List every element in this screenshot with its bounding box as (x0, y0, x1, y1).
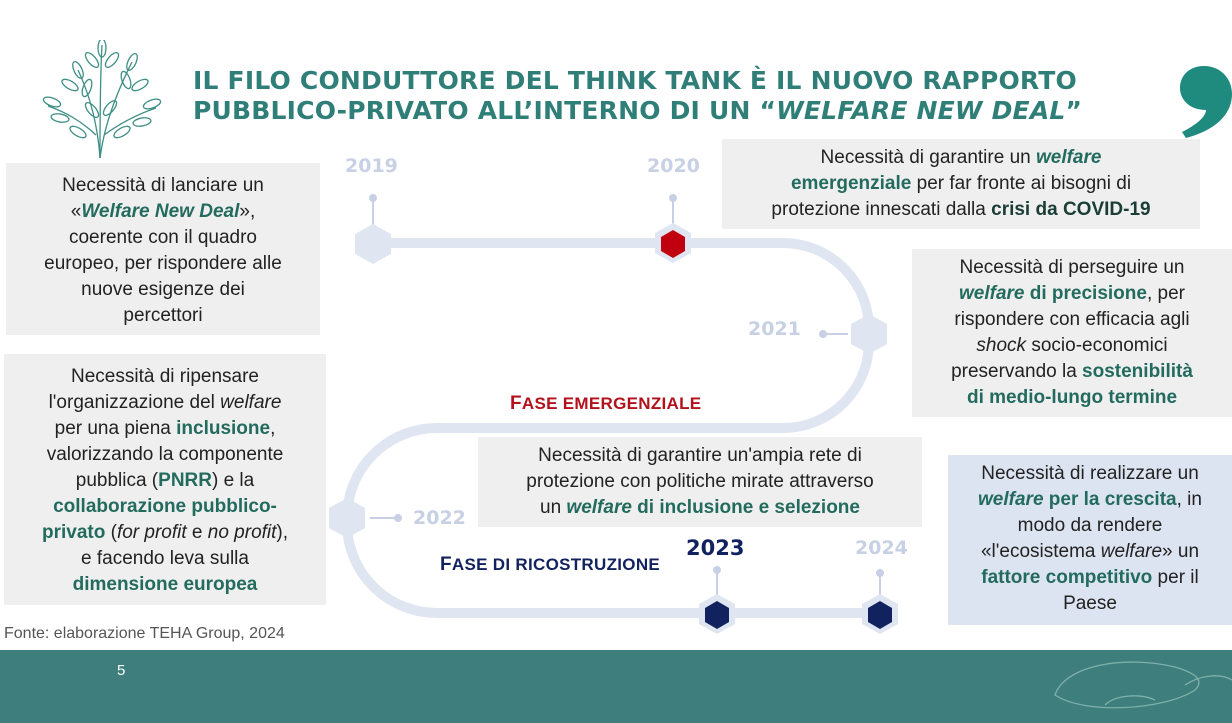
text-span: sostenibilità (1082, 361, 1193, 382)
year-2024: 2024 (855, 537, 908, 559)
text-span: di inclusione e selezione (631, 497, 860, 518)
text-span: « (70, 201, 82, 222)
box-2022-line (4, 390, 326, 416)
box-2022-line (4, 520, 326, 546)
text-span: socio-economici (1026, 335, 1168, 356)
box-2024-line (948, 565, 1232, 591)
box-2023 (478, 437, 922, 527)
box-2021-line (912, 359, 1232, 385)
year-2019: 2019 (345, 155, 398, 177)
box-2020-line (722, 171, 1200, 197)
text-span: welfare (220, 392, 282, 413)
box-2024-line (948, 487, 1232, 513)
box-2019-line: coerente con il quadro (68, 227, 257, 248)
page-number: 5 (117, 662, 126, 679)
phase-ricostruzione (440, 554, 660, 576)
text-span: shock (976, 335, 1027, 356)
text-span: privato (41, 522, 106, 543)
box-2023-line: Necessità di garantire un'ampia rete di (538, 445, 862, 466)
title-line-1: IL FILO CONDUTTORE DEL THINK TANK È IL NUOVO RAPPORTO (193, 66, 1077, 95)
box-2019-line: Necessità di lanciare un (62, 175, 264, 196)
text-span: e (186, 522, 208, 543)
box-2020-line (722, 145, 1200, 171)
phase-emergenziale-initial: F (510, 393, 522, 414)
year-2023: 2023 (686, 536, 745, 560)
text-span: emergenziale (790, 173, 912, 194)
phase-emergenziale-rest: ASE EMERGENZIALE (521, 394, 702, 413)
box-2021-line (912, 333, 1232, 359)
box-2019-line: europeo, per rispondere alle (44, 253, 282, 274)
text-span: ), (276, 522, 289, 543)
text-span: welfare (959, 283, 1025, 304)
box-2022 (4, 354, 326, 605)
node-2023 (697, 593, 737, 635)
text-span: pubblica ( (75, 470, 159, 491)
year-2020: 2020 (647, 155, 700, 177)
box-2019 (6, 163, 320, 335)
box-2022-line: Necessità di ripensare (71, 366, 259, 387)
phase-emergenziale (510, 393, 701, 415)
box-2022-line (4, 468, 326, 494)
box-2022-line: e facendo leva sulla (81, 548, 249, 569)
text-span: , in (1176, 489, 1202, 510)
text-span: PNRR (158, 470, 212, 491)
title-welfare-new-deal: WELFARE NEW DEAL (776, 96, 1066, 125)
box-2020 (722, 139, 1200, 229)
text-span: , per (1146, 283, 1185, 304)
box-2023-line: protezione con politiche mirate attraverso (526, 471, 874, 492)
box-2023-line (478, 495, 922, 521)
text-span: » un (1162, 541, 1200, 562)
box-2022-line: collaborazione pubblico- (53, 496, 277, 517)
node-2021 (849, 313, 889, 355)
box-2021-line (912, 281, 1232, 307)
box-2024 (948, 455, 1232, 625)
box-2022-line: dimensione europea (72, 574, 258, 595)
text-span: fattore competitivo (981, 567, 1153, 588)
text-span: preservando la (951, 361, 1083, 382)
text-span: per una piena (54, 418, 177, 439)
box-2024-line (948, 539, 1232, 565)
year-2021: 2021 (748, 318, 801, 340)
text-span: crisi da COVID-19 (991, 199, 1151, 220)
box-2019-line: nuove esigenze dei (81, 279, 245, 300)
box-2024-line: Necessità di realizzare un (981, 463, 1199, 484)
text-span: Necessità di garantire un (820, 147, 1036, 168)
box-2019-line (6, 199, 320, 225)
source-note: Fonte: elaborazione TEHA Group, 2024 (4, 625, 285, 642)
box-2024-line: Paese (1063, 593, 1117, 614)
text-span: », (239, 201, 256, 222)
box-2021-line: rispondere con efficacia agli (954, 309, 1190, 330)
text-span: welfare (566, 497, 632, 518)
node-2024 (860, 593, 900, 635)
box-2021 (912, 249, 1232, 417)
text-span: ( (105, 522, 117, 543)
text-span: welfare (978, 489, 1044, 510)
node-2020 (653, 222, 693, 264)
text-span: per far fronte ai bisogni di (911, 173, 1132, 194)
title-line-2-a: PUBBLICO-PRIVATO ALL’INTERNO DI UN “ (193, 96, 777, 125)
text-span: protezione innescati dalla (771, 199, 992, 220)
text-span: inclusione (176, 418, 271, 439)
text-span: per la crescita (1043, 489, 1177, 510)
text-span: «l'ecosistema (980, 541, 1101, 562)
phase-ricostruzione-initial: F (440, 554, 452, 575)
year-2022: 2022 (413, 507, 466, 529)
text-span: no profit (207, 522, 277, 543)
node-2022 (327, 497, 367, 539)
title-line-2-c: ” (1065, 96, 1083, 125)
box-2021-line: di medio-lungo termine (966, 387, 1178, 408)
text-span: welfare (1035, 147, 1102, 168)
text-span: l'organizzazione del (48, 392, 221, 413)
text-span: per il (1152, 567, 1199, 588)
box-2021-line: Necessità di perseguire un (959, 257, 1185, 278)
text-span: welfare (1100, 541, 1163, 562)
text-span: ) e la (211, 470, 255, 491)
phase-ricostruzione-rest: ASE DI RICOSTRUZIONE (451, 555, 661, 574)
box-2022-line: per una piena inclusione, (54, 418, 276, 439)
text-span: Welfare New Deal (81, 201, 240, 222)
box-2022-line: valorizzando la componente (46, 444, 284, 465)
text-span: for profit (116, 522, 187, 543)
text-span: un (540, 497, 567, 518)
footer-decoration-icon (1045, 655, 1232, 723)
box-2019-line: percettori (123, 305, 203, 326)
box-2024-line: modo da rendere (1017, 515, 1163, 536)
text-span: di precisione (1024, 283, 1147, 304)
box-2020-line (722, 197, 1200, 223)
node-2019 (353, 223, 393, 265)
